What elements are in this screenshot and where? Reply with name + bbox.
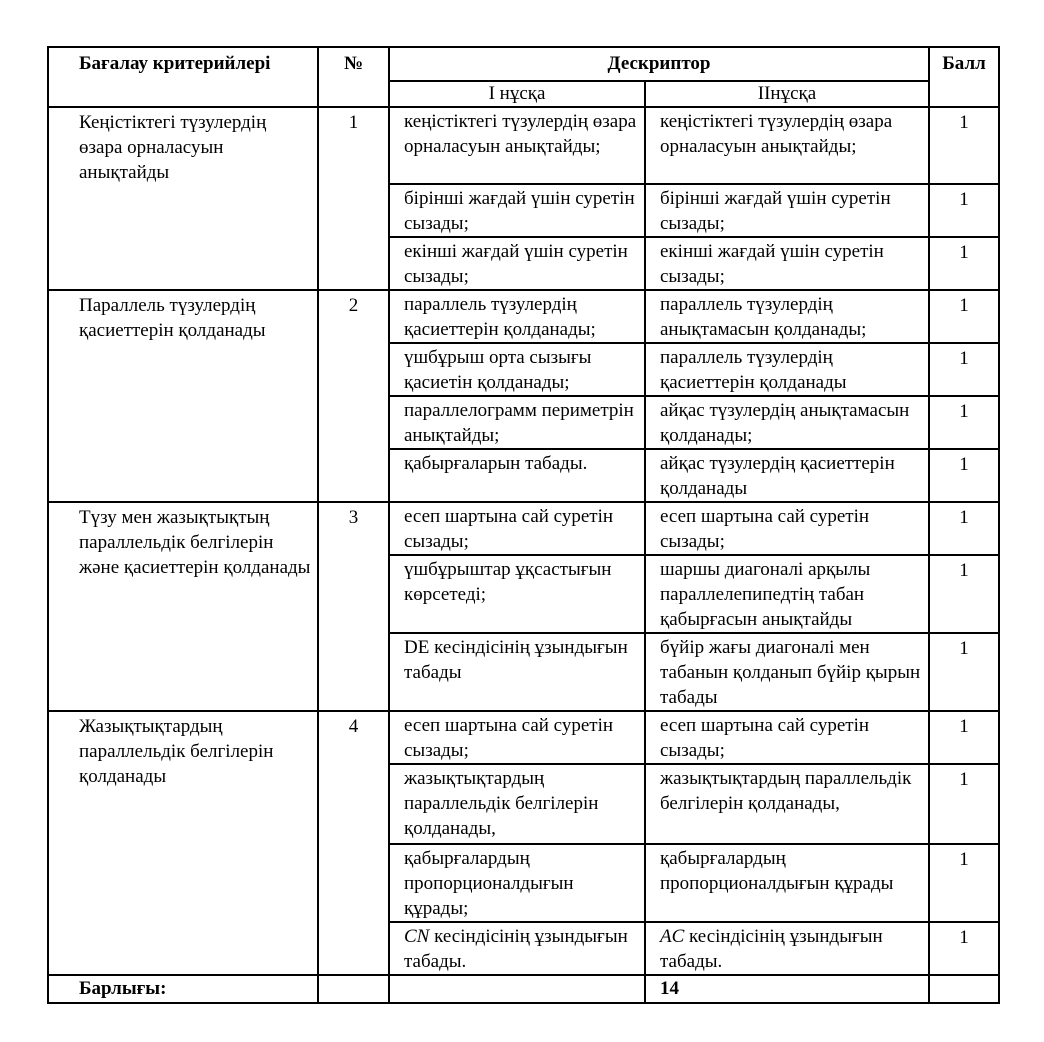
table-row <box>48 711 999 764</box>
total-value: 14 <box>645 975 929 1003</box>
descriptor-variant-1 <box>389 290 645 343</box>
score-cell: 1 <box>929 107 999 184</box>
segment-label: AC <box>660 926 685 947</box>
total-label: Барлығы: <box>48 975 318 1003</box>
descriptor-variant-1 <box>389 711 645 764</box>
header-score: Балл <box>929 47 999 107</box>
descriptor-variant-2 <box>645 844 929 922</box>
descriptor-variant-1 <box>389 343 645 396</box>
descriptor-variant-1 <box>389 922 645 975</box>
score-cell: 1 <box>929 449 999 502</box>
score-cell: 1 <box>929 237 999 290</box>
descriptor-text: параллель түзулердің қасиеттерін қолданады; <box>404 294 596 340</box>
segment-label: CN <box>404 926 430 947</box>
criterion-cell: Жазықтықтардың параллельдік белгілерін қолданады <box>48 711 318 975</box>
descriptor-text: бүйір жағы диагоналі мен табанын қолданып бүйір қырын табады <box>660 637 921 708</box>
descriptor-variant-2 <box>645 107 929 184</box>
descriptor-text: есеп шартына сай суретін сызады; <box>660 715 870 761</box>
score-cell: 1 <box>929 844 999 922</box>
total-empty-number <box>318 975 389 1003</box>
criterion-number: 1 <box>318 107 389 290</box>
score-cell: 1 <box>929 711 999 764</box>
criterion-number: 2 <box>318 290 389 502</box>
descriptor-text: айқас түзулердің қасиеттерін қолданады <box>660 453 895 499</box>
table-row <box>48 290 999 343</box>
score-cell: 1 <box>929 343 999 396</box>
score-cell: 1 <box>929 502 999 555</box>
descriptor-variant-2 <box>645 396 929 449</box>
descriptor-variant-2 <box>645 711 929 764</box>
descriptor-variant-1 <box>389 107 645 184</box>
descriptor-text: кеңістіктегі түзулердің өзара орналасуын анықтайды; <box>404 111 637 157</box>
descriptor-text: екінші жағдай үшін суретін сызады; <box>404 241 628 287</box>
descriptor-text: параллель түзулердің қасиеттерін қолданады <box>660 347 847 393</box>
header-variant-2: IIнұсқа <box>645 81 929 107</box>
descriptor-text: айқас түзулердің анықтамасын қолданады; <box>660 400 910 446</box>
descriptor-text: екінші жағдай үшін суретін сызады; <box>660 241 884 287</box>
descriptor-text: кесіндісінің ұзындығын табады. <box>660 926 883 972</box>
rubric-body <box>48 107 999 975</box>
total-empty-variant-1 <box>389 975 645 1003</box>
descriptor-variant-2 <box>645 449 929 502</box>
score-cell: 1 <box>929 555 999 633</box>
descriptor-variant-2 <box>645 502 929 555</box>
descriptor-text: үшбұрыштар ұқсастығын көрсетеді; <box>404 559 612 605</box>
table-row <box>48 502 999 555</box>
descriptor-text: параллель түзулердің анықтамасын қолданады; <box>660 294 867 340</box>
criterion-cell: Параллель түзулердің қасиеттерін қолданады <box>48 290 318 502</box>
descriptor-variant-1 <box>389 844 645 922</box>
descriptor-text: шаршы диагоналі арқылы параллелепипедтің табан қабырғасын анықтайды <box>660 559 871 630</box>
descriptor-variant-1 <box>389 449 645 502</box>
score-cell: 1 <box>929 633 999 711</box>
descriptor-variant-1 <box>389 633 645 711</box>
total-row <box>48 975 999 1003</box>
descriptor-text: есеп шартына сай суретін сызады; <box>404 506 614 552</box>
descriptor-text: жазықтықтардың параллельдік белгілерін қолданады, <box>404 768 599 839</box>
score-cell: 1 <box>929 922 999 975</box>
score-cell: 1 <box>929 764 999 844</box>
criterion-number: 3 <box>318 502 389 711</box>
descriptor-text: үшбұрыш орта сызығы қасиетін қолданады; <box>404 347 592 393</box>
descriptor-variant-2 <box>645 184 929 237</box>
descriptor-variant-2 <box>645 764 929 844</box>
descriptor-variant-2 <box>645 290 929 343</box>
total-empty-score <box>929 975 999 1003</box>
descriptor-text: есеп шартына сай суретін сызады; <box>660 506 870 552</box>
descriptor-text: бірінші жағдай үшін суретін сызады; <box>404 188 635 234</box>
descriptor-variant-2 <box>645 922 929 975</box>
descriptor-variant-2 <box>645 633 929 711</box>
descriptor-variant-1 <box>389 555 645 633</box>
criterion-number: 4 <box>318 711 389 975</box>
descriptor-text: есеп шартына сай суретін сызады; <box>404 715 614 761</box>
descriptor-variant-1 <box>389 764 645 844</box>
descriptor-text: бірінші жағдай үшін суретін сызады; <box>660 188 891 234</box>
score-cell: 1 <box>929 184 999 237</box>
header-variant-1: I нұсқа <box>389 81 645 107</box>
descriptor-variant-1 <box>389 237 645 290</box>
descriptor-text: параллелограмм периметрін анықтайды; <box>404 400 634 446</box>
descriptor-text: қабырғалардың пропорционалдығын құрады <box>660 848 894 894</box>
score-cell: 1 <box>929 396 999 449</box>
table-row <box>48 107 999 184</box>
descriptor-variant-1 <box>389 502 645 555</box>
descriptor-variant-2 <box>645 555 929 633</box>
criterion-cell: Түзу мен жазықтықтың параллельдік белгілерін және қасиеттерін қолданады <box>48 502 318 711</box>
header-descriptor: Дескриптор <box>389 47 929 81</box>
descriptor-variant-2 <box>645 237 929 290</box>
descriptor-text: кеңістіктегі түзулердің өзара орналасуын анықтайды; <box>660 111 893 157</box>
assessment-rubric-table <box>47 46 1000 1004</box>
descriptor-variant-1 <box>389 184 645 237</box>
header-criteria: Бағалау критерийлері <box>48 47 318 107</box>
descriptor-variant-2 <box>645 343 929 396</box>
descriptor-text: қабырғалардың пропорционалдығын құрады; <box>404 848 574 919</box>
descriptor-text: жазықтықтардың параллельдік белгілерін қолданады, <box>660 768 912 814</box>
descriptor-text: кесіндісінің ұзындығын табады. <box>404 926 628 972</box>
score-cell: 1 <box>929 290 999 343</box>
descriptor-variant-1 <box>389 396 645 449</box>
criterion-cell: Кеңістіктегі түзулердің өзара орналасуын анықтайды <box>48 107 318 290</box>
header-number: № <box>318 47 389 107</box>
descriptor-text: DE кесіндісінің ұзындығын табады <box>404 637 628 683</box>
descriptor-text: қабырғаларын табады. <box>404 453 588 474</box>
